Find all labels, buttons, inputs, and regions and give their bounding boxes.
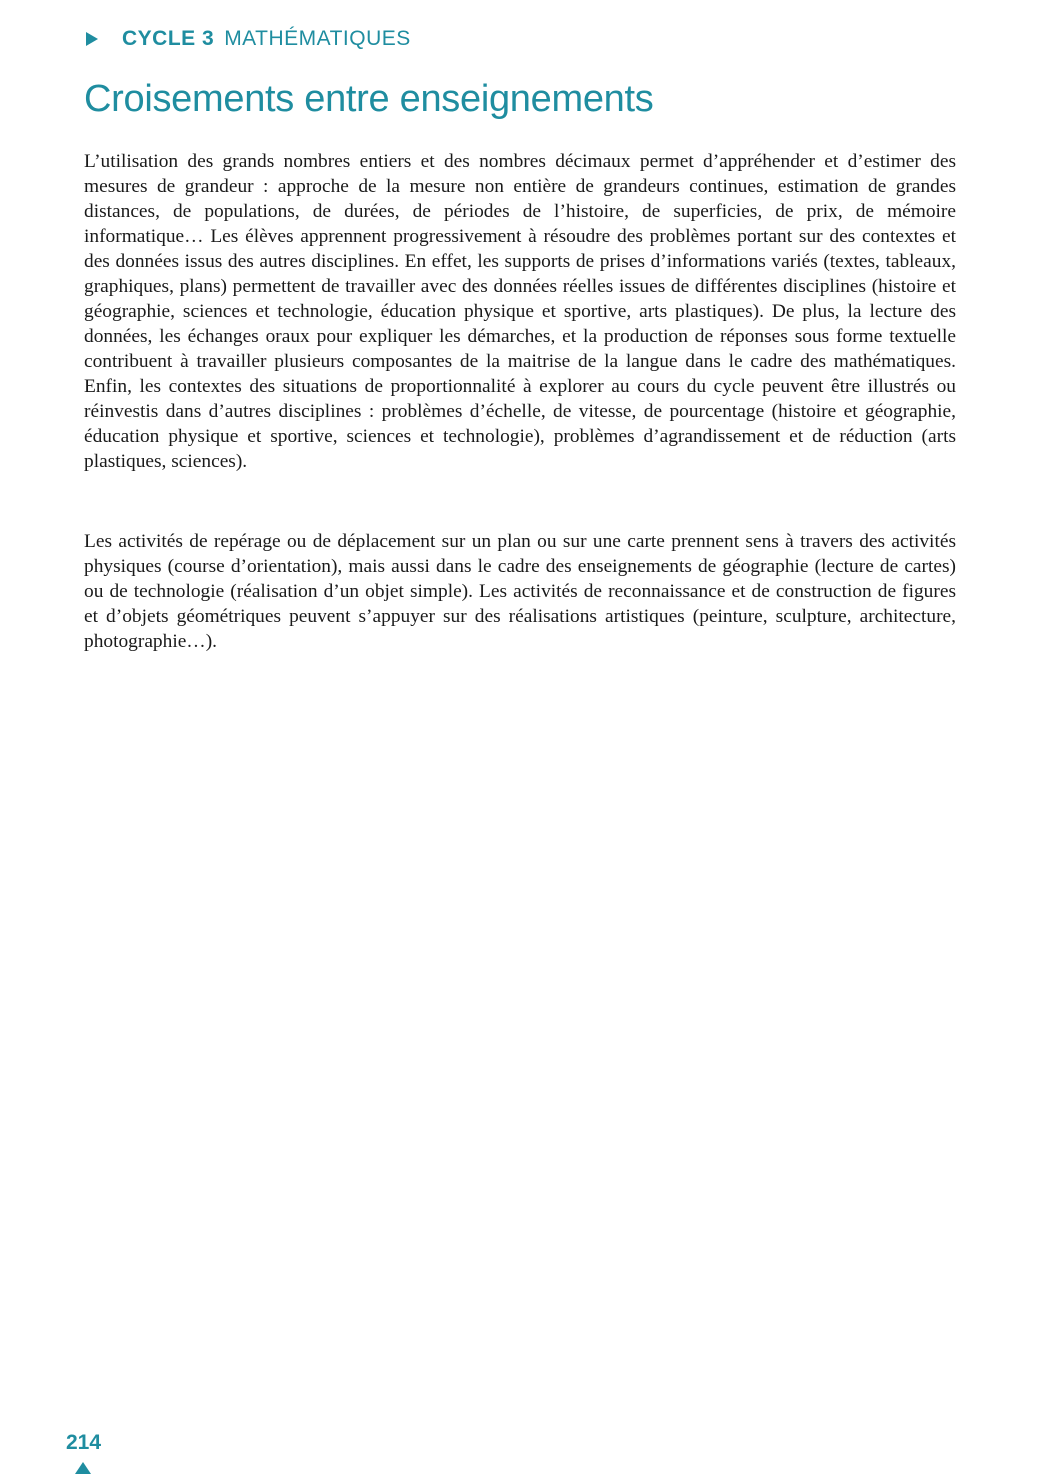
header-subject: MATHÉMATIQUES: [224, 27, 411, 50]
triangle-up-icon: [75, 1462, 91, 1474]
header-cycle: CYCLE 3: [122, 27, 215, 50]
triangle-right-icon: [86, 32, 98, 46]
page-number: 214: [66, 1431, 102, 1454]
paragraph-1: L’utilisation des grands nombres entiers et des nombres décimaux permet d’appréhender et d’estimer des mesures de grandeur : approche de la mesure non entière de grandeurs continues, estimation de grandes distances, de populations, de durées, de périodes de l’histoire, de superficies, de prix, de mémoire informatique… Les élèves apprennent progressivement à résoudre des problèmes portant sur des contextes et des données issus des autres disciplines. En effet, les supports de prises d’informations variés (textes, tableaux, graphiques, plans) permettent de travailler avec des données réelles issues de différentes disciplines (histoire et géographie, sciences et technologie, éducation physique et sportive, arts plastiques). De plus, la lecture des données, les échanges oraux pour expliquer les démarches, et la production de réponses sous forme textuelle contribuent à travailler plusieurs composantes de la maitrise de la langue dans le cadre des mathématiques. Enfin, les contextes des situations de proportionnalité à explorer au cours du cycle peuvent être illustrés ou réinvestis dans d’autres disciplines : problèmes d’échelle, de vitesse, de pourcentage (histoire et géographie, éducation physique et sportive, sciences et technologie), problèmes d’agrandissement et de réduction (arts plastiques, sciences).: [84, 151, 956, 472]
paragraph-2: Les activités de repérage ou de déplacement sur un plan ou sur une carte prennent sens à travers des activités physiques (course d’orientation), mais aussi dans le cadre des enseignements de géographie (lecture de cartes) ou de technologie (réalisation d’un objet simple). Les activités de reconnaissance et de construction de figures et d’objets géométriques peuvent s’appuyer sur des réalisations artistiques (peinture, sculpture, architecture, photographie…).: [84, 531, 956, 652]
page-title: Croisements entre enseignements: [84, 78, 654, 120]
running-header: [86, 24, 411, 54]
